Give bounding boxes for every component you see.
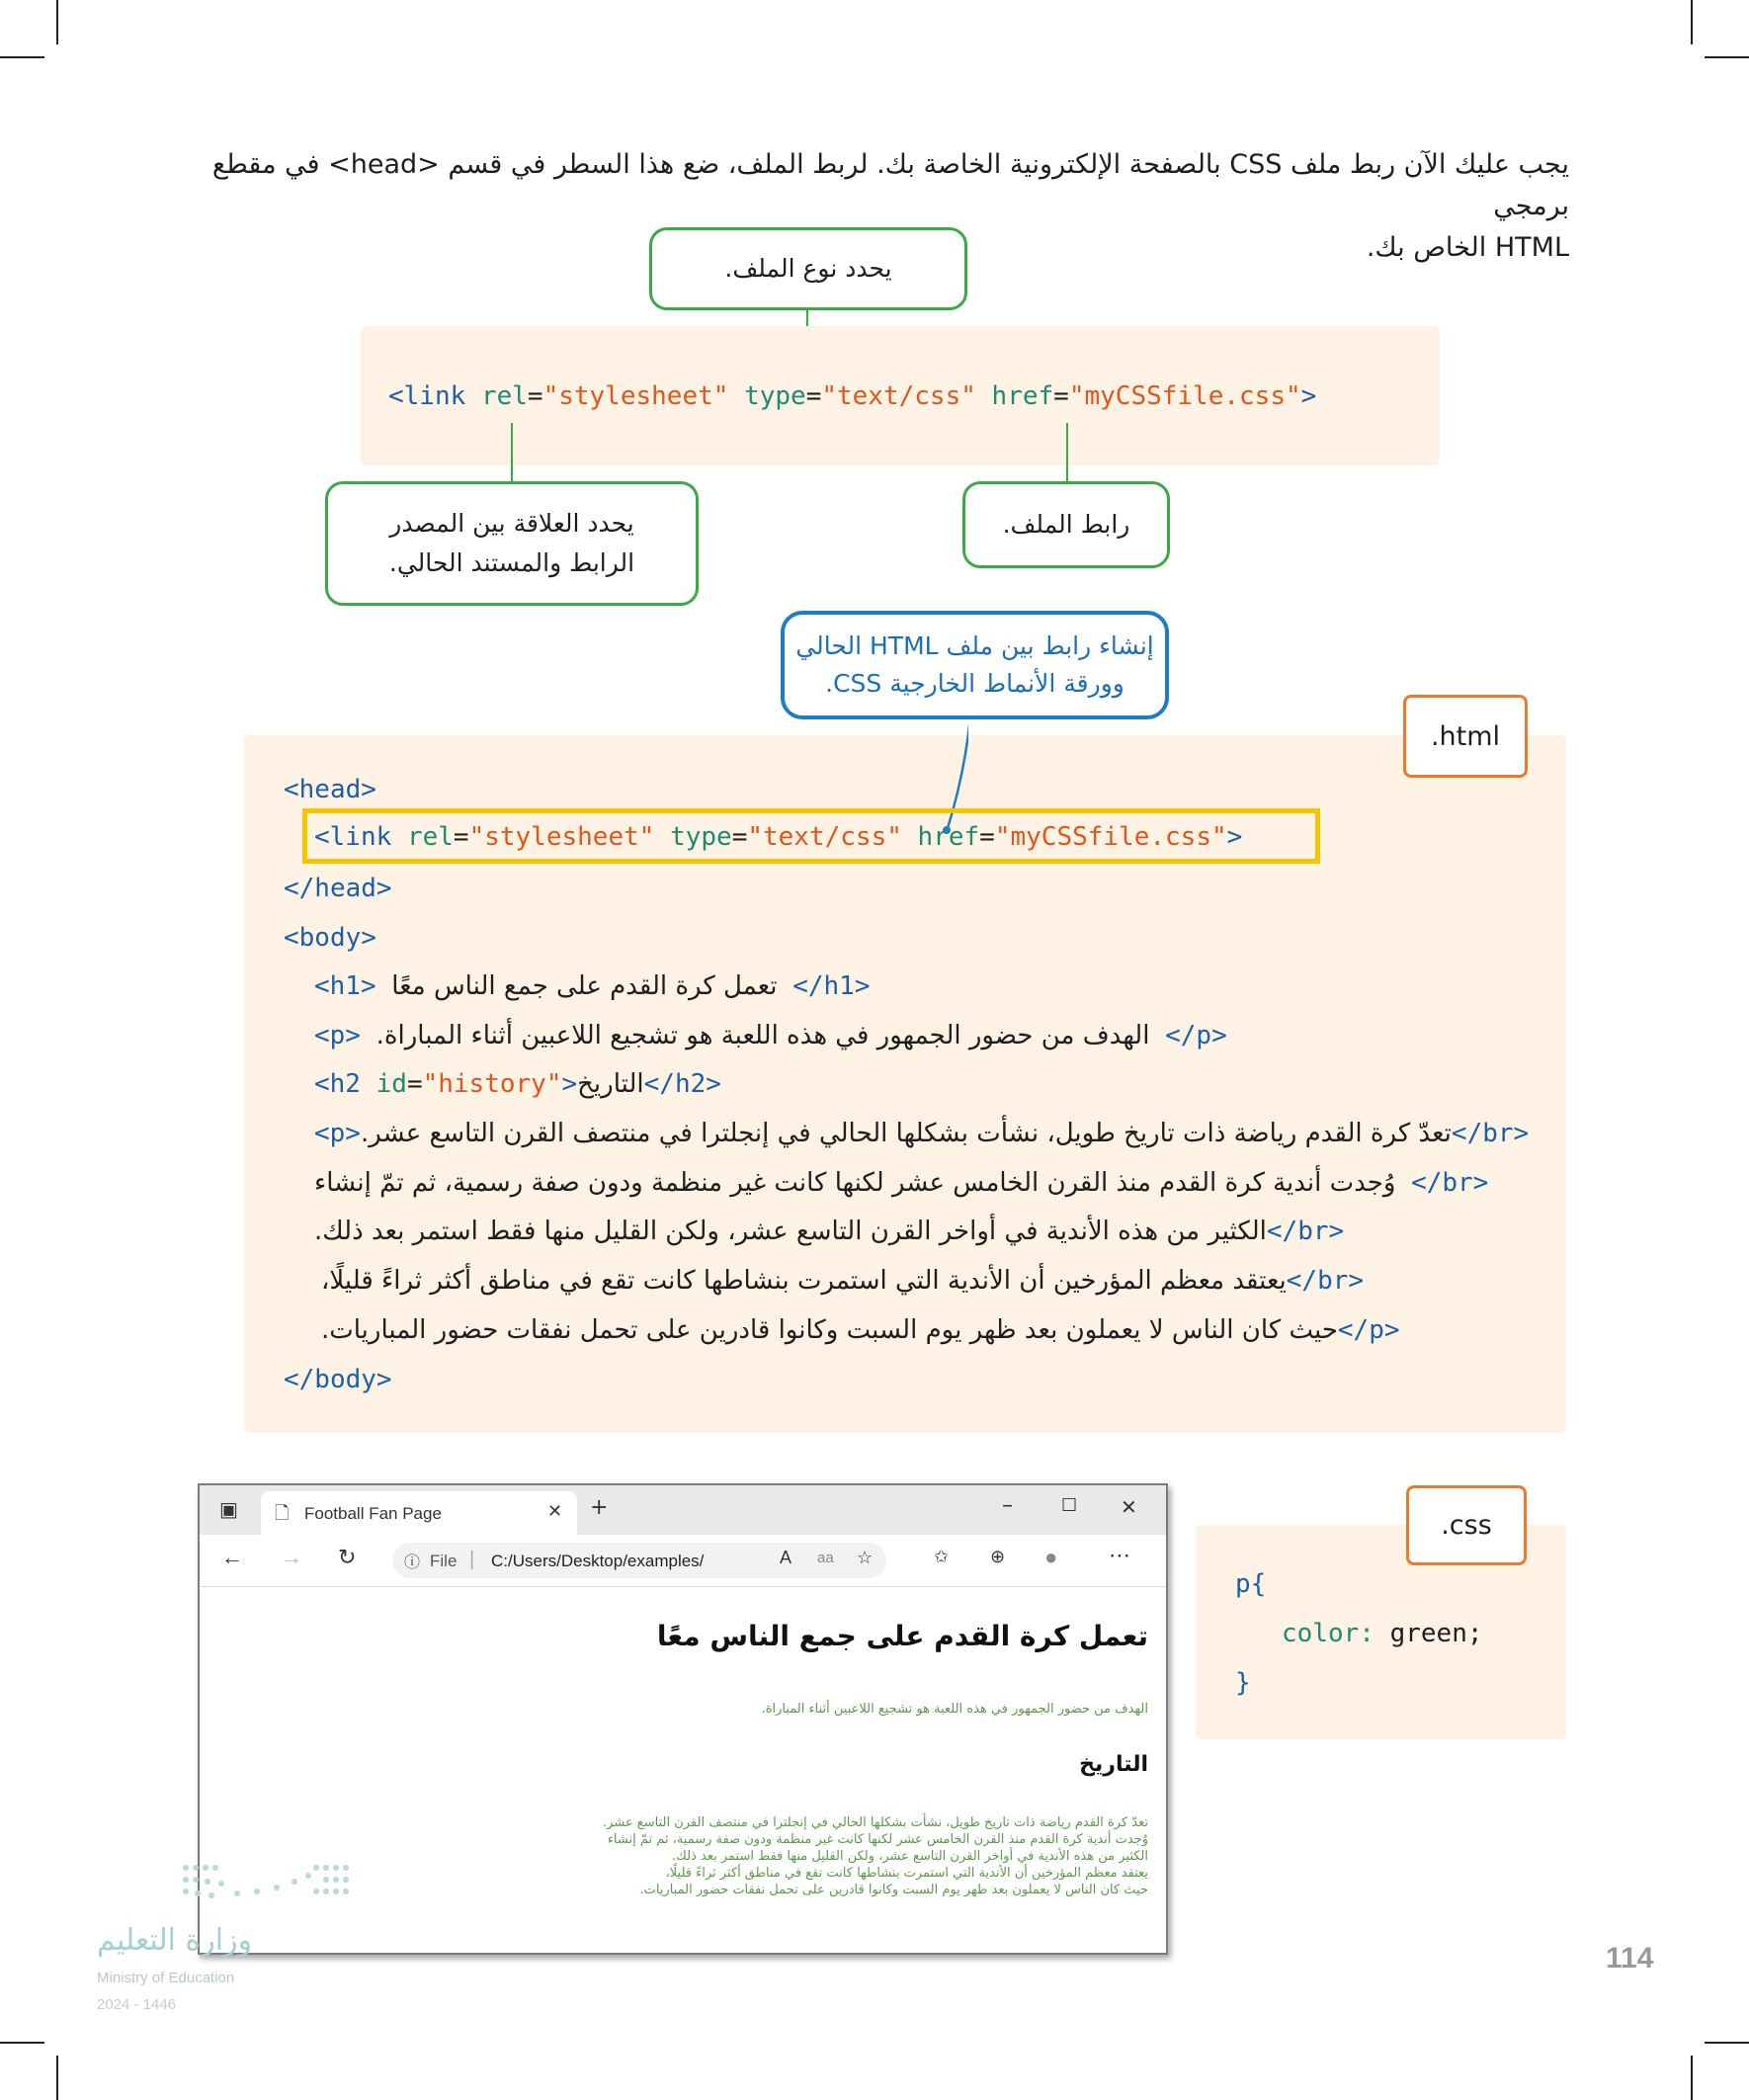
code-token: <link <box>388 381 466 411</box>
code-token: <h2 <box>314 1069 361 1099</box>
code-token: </p> <box>1337 1315 1400 1345</box>
close-window-icon[interactable]: ✕ <box>1121 1495 1137 1519</box>
code-line-h2 <box>314 1069 721 1099</box>
intro-line-1: يجب عليك الآن ربط ملف CSS بالصفحة الإلكترونية الخاصة بك. لربط الملف، ضع هذا السطر في قسم <head> في مقطع برمجي <box>211 149 1569 221</box>
maximize-icon[interactable]: ☐ <box>1061 1495 1078 1516</box>
code-token: > <box>1300 381 1317 411</box>
css-file-tab-label: .css <box>1441 1510 1492 1541</box>
code-text-ar: يعتقد معظم المؤرخين أن الأندية التي استمرت بنشاطها كانت تقع في مناطق أكثر ثراءً قليلًا، <box>321 1266 1287 1296</box>
callout-create-link-line1: إنشاء رابط بين ملف HTML الحالي <box>795 631 1154 660</box>
footer-year: 2024 - 1446 <box>97 1996 177 2013</box>
code-token: </br> <box>1411 1168 1489 1198</box>
callout-relation <box>325 481 699 606</box>
code-token: "stylesheet" <box>542 381 729 411</box>
callout-create-link-line2: وورقة الأنماط الخارجية CSS. <box>825 669 1124 698</box>
crop-mark <box>56 0 58 44</box>
callout-file-type <box>649 227 967 310</box>
code-text-ar: تعدّ كرة القدم رياضة ذات تاريخ طويل، نشأت بشكلها الحالي في إنجلترا في منتصف القرن التاسع عشر. <box>360 1119 1452 1148</box>
code-token: = <box>406 1069 423 1099</box>
code-token: "text/css" <box>747 822 902 852</box>
ministry-name-ar: وزارة التعليم <box>97 1923 253 1958</box>
code-text-ar: الكثير من هذه الأندية في أواخر القرن التاسع عشر، ولكن القليل منها فقط استمر بعد ذلك. <box>314 1217 1267 1246</box>
code-token: "myCSSfile.css" <box>1068 381 1301 411</box>
code-token: rel <box>406 822 454 852</box>
callout-create-link <box>781 611 1169 719</box>
url-separator: | <box>469 1549 475 1570</box>
code-token: "stylesheet" <box>468 822 655 852</box>
code-token: = <box>805 381 822 411</box>
code-token: <p> <box>314 1021 361 1050</box>
code-line-p1 <box>314 1021 1227 1050</box>
connector-line <box>511 423 513 482</box>
url-text: C:/Users/Desktop/examples/ <box>491 1552 705 1570</box>
forward-icon[interactable]: → <box>281 1545 302 1569</box>
crop-mark <box>1705 2042 1749 2044</box>
info-icon: ⓘ <box>404 1554 421 1571</box>
crop-mark <box>0 56 44 58</box>
callout-relation-line1: يحدد العلاقة بين المصدر <box>389 509 634 538</box>
page-icon: 🗋 <box>275 1503 290 1523</box>
code-token: } <box>1235 1668 1251 1698</box>
code-token: <head> <box>284 775 376 804</box>
code-token: type <box>744 381 806 411</box>
web-paragraph-2-line: تعدّ كرة القدم رياضة ذات تاريخ طويل، نشأت بشكلها الحالي في إنجلترا في منتصف القرن التاسع عشر. <box>603 1815 1148 1830</box>
close-tab-icon[interactable]: ✕ <box>547 1501 563 1521</box>
code-token: </br> <box>1286 1266 1365 1296</box>
code-token: </br> <box>1266 1217 1345 1246</box>
code-token: </br> <box>1451 1119 1530 1148</box>
browser-tab-title: Football Fan Page <box>304 1504 442 1523</box>
intro-line-2: HTML الخاص بك. <box>1366 232 1569 263</box>
ministry-logo <box>178 1858 356 1907</box>
callout-relation-line2: الرابط والمستند الحالي. <box>388 548 635 577</box>
code-line-link <box>314 822 1242 852</box>
web-paragraph-2 <box>219 1814 1148 1898</box>
callout-file-link-text: رابط الملف. <box>1002 510 1130 539</box>
code-token: href <box>917 822 980 852</box>
ministry-name-en: Ministry of Education <box>97 1970 235 1986</box>
code-token: = <box>1053 381 1069 411</box>
favorites-icon[interactable]: ✩ <box>934 1547 950 1566</box>
crop-mark <box>1705 56 1749 58</box>
code-text-ar: حيث كان الناس لا يعملون بعد ظهر يوم السبت وكانوا قادرين على تحمل نفقات حضور المباريات. <box>321 1315 1338 1345</box>
minimize-icon[interactable]: – <box>1002 1493 1013 1518</box>
code-text-ar: الهدف من حضور الجمهور في هذه اللعبة هو تشجيع اللاعبين أثناء المباراة. <box>375 1021 1150 1050</box>
code-line-head-close <box>284 874 392 903</box>
css-line-declaration <box>1282 1619 1483 1648</box>
code-token: = <box>731 822 748 852</box>
code-line-body-close <box>284 1365 392 1394</box>
web-heading-2: التاريخ <box>1079 1752 1148 1777</box>
code-line-h1 <box>314 971 870 1001</box>
code-token: "text/css" <box>821 381 976 411</box>
page-number: 114 <box>1606 1942 1654 1974</box>
html-file-tab <box>1403 695 1528 778</box>
code-line-body-open <box>284 923 376 953</box>
translate-icon[interactable]: aa <box>817 1550 834 1566</box>
code-token: > <box>1226 822 1243 852</box>
callout-file-link <box>962 481 1170 568</box>
code-token: p{ <box>1235 1569 1267 1599</box>
code-text-ar: تعمل كرة القدم على جمع الناس معًا <box>391 971 778 1001</box>
html-file-tab-label: .html <box>1430 720 1501 752</box>
crop-mark <box>0 2042 44 2044</box>
favorite-add-icon[interactable]: ☆ <box>857 1548 874 1567</box>
code-line-p2-2 <box>314 1168 1488 1198</box>
link-example-code <box>388 381 1316 411</box>
web-paragraph-2-line: حيث كان الناس لا يعملون بعد ظهر يوم السبت وكانوا قادرين على تحمل نفقات حضور المباريات. <box>639 1883 1148 1897</box>
url-prefix: File <box>430 1552 458 1570</box>
code-token: </head> <box>284 874 392 903</box>
code-token: = <box>979 822 995 852</box>
profile-icon[interactable]: ● <box>1044 1545 1058 1569</box>
code-token: </body> <box>284 1365 392 1394</box>
code-token: = <box>453 822 469 852</box>
more-icon[interactable]: ⋯ <box>1109 1543 1130 1567</box>
code-token: = <box>527 381 543 411</box>
code-text-ar: التاريخ <box>577 1069 644 1099</box>
code-token: <p> <box>314 1119 361 1148</box>
code-token: href <box>991 381 1054 411</box>
code-token: green; <box>1389 1619 1483 1648</box>
tab-actions-icon[interactable]: ▣ <box>219 1497 238 1521</box>
css-line-selector <box>1235 1569 1266 1599</box>
code-token: rel <box>480 381 528 411</box>
read-aloud-icon[interactable]: A <box>780 1548 792 1567</box>
code-line-p2-3 <box>314 1217 1344 1246</box>
code-token: color: <box>1282 1619 1374 1648</box>
web-paragraph-2-line: وُجدت أندية كرة القدم منذ القرن الخامس عشر لكنها كانت غير منظمة ودون صفة رسمية، ثم تمّ إنشاء <box>607 1832 1148 1847</box>
collections-icon[interactable]: ⊕ <box>990 1547 1006 1566</box>
browser-address-bar <box>200 1535 1166 1587</box>
code-line-head-open <box>284 775 376 804</box>
new-tab-icon[interactable]: + <box>590 1495 609 1520</box>
code-line-p2-4 <box>321 1266 1364 1296</box>
crop-mark <box>1691 0 1693 44</box>
code-token: </h2> <box>643 1069 721 1099</box>
browser-tab-bar <box>200 1485 1166 1535</box>
code-token: <body> <box>284 923 376 953</box>
code-token: > <box>561 1069 578 1099</box>
code-line-p2-1 <box>314 1119 1529 1148</box>
back-icon[interactable]: ← <box>221 1545 243 1569</box>
web-paragraph-2-line: الكثير من هذه الأندية في أواخر القرن التاسع عشر، ولكن القليل منها فقط استمر بعد ذلك. <box>672 1849 1148 1864</box>
crop-mark <box>1691 2056 1693 2100</box>
web-paragraph-1: الهدف من حضور الجمهور في هذه اللعبة هو تشجيع اللاعبين أثناء المباراة. <box>761 1702 1148 1717</box>
crop-mark <box>56 2056 58 2100</box>
code-token: </h1> <box>792 971 871 1001</box>
web-paragraph-2-line: يعتقد معظم المؤرخين أن الأندية التي استمرت بنشاطها كانت تقع في مناطق أكثر ثراءً قليلًا، <box>665 1866 1148 1881</box>
code-token: </p> <box>1165 1021 1227 1050</box>
callout-file-type-text: يحدد نوع الملف. <box>724 254 892 283</box>
code-line-p2-5 <box>321 1315 1400 1345</box>
web-heading-1: تعمل كرة القدم على جمع الناس معًا <box>656 1620 1148 1652</box>
code-token: type <box>670 822 732 852</box>
code-token: <link <box>314 822 392 852</box>
connector-line <box>1066 423 1068 482</box>
css-file-tab <box>1406 1485 1527 1565</box>
code-token: "history" <box>422 1069 562 1099</box>
refresh-icon[interactable]: ↻ <box>338 1545 357 1569</box>
css-line-close <box>1235 1668 1251 1698</box>
browser-tab[interactable] <box>261 1491 577 1535</box>
code-token: <h1> <box>314 971 376 1001</box>
code-token: id <box>375 1069 407 1099</box>
code-token: "myCSSfile.css" <box>994 822 1227 852</box>
code-text-ar: وُجدت أندية كرة القدم منذ القرن الخامس عشر لكنها كانت غير منظمة ودون صفة رسمية، ثم تمّ إنشاء <box>314 1168 1396 1198</box>
url-field[interactable] <box>392 1543 886 1578</box>
